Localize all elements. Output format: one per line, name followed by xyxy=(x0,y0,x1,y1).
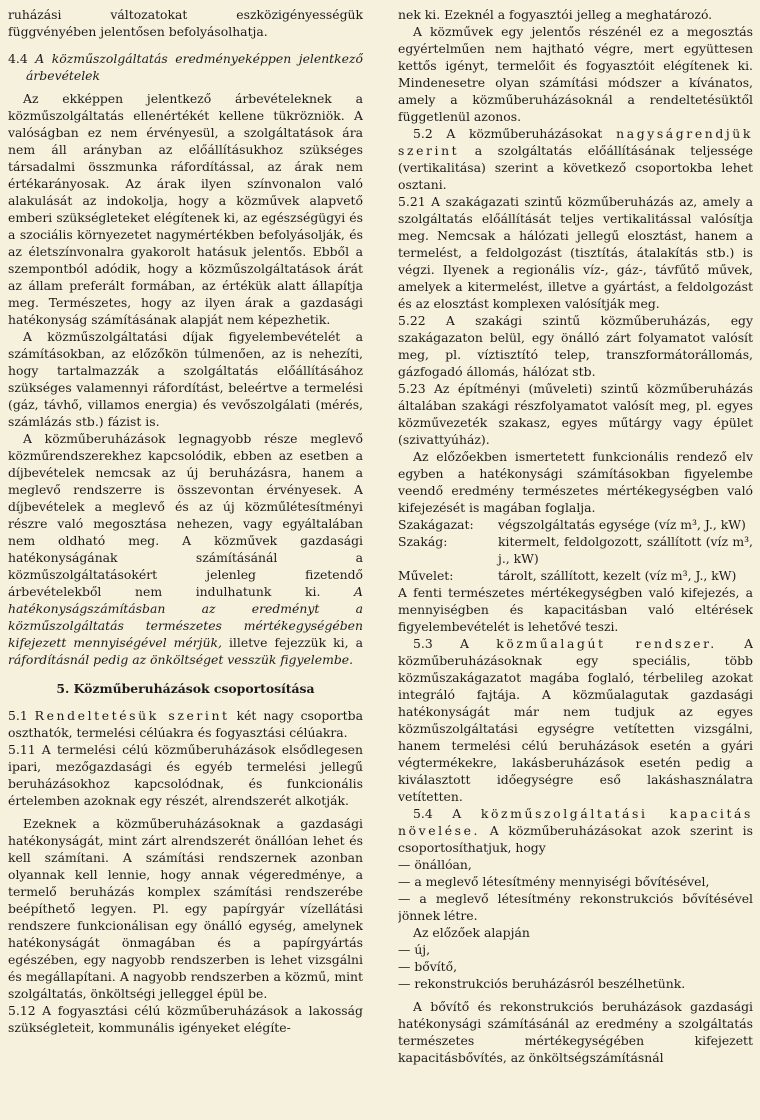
spaced-emphasis: közműszolgáltatási kapacitás növelése. xyxy=(398,806,753,838)
paragraph: nek ki. Ezeknél a fogyasztói jelleg a meghatározó. xyxy=(398,7,713,22)
list-item: — a meglevő létesítmény mennyiségi bővítésével, xyxy=(398,874,710,889)
paragraph-5-4: 5.4 A közműszolgáltatási kapacitás növelése. A közműberuházásokat azok szerint is csoportosíthatjuk, hogy xyxy=(398,806,753,855)
list-item: — bővítő, xyxy=(398,959,458,974)
paragraph-5-11: 5.11 A termelési célú közműberuházások elsődlegesen ipari, mezőgazdasági és egyéb termelési jellegű beruházásokhoz kapcsolódnak, és funkcionális értelemben azoknak egy részét, alrendszerét alkotják. xyxy=(8,742,363,808)
right-column xyxy=(398,6,753,1114)
section-5-heading: 5. Közműberuházások csoportosítása xyxy=(56,681,315,696)
list-item: — új, xyxy=(398,942,431,957)
paragraph: A fenti természetes mértékegységben való kifejezés, a mennyiségben és kapacitásban való eltérések figyelembevételét is lehetővé teszi. xyxy=(398,585,753,634)
paragraph: ruházási változatokat eszközigényességük függvényében jelentősen befolyásolhatja. xyxy=(8,7,363,39)
paragraph: Az előzőek alapján xyxy=(413,925,530,940)
table-row xyxy=(398,567,753,584)
unit-table xyxy=(398,516,753,584)
paragraph-5-21: 5.21 A szakágazati szintű közműberuházás az, amely a szolgáltatás előállítását teljes vertikalitással valósítja meg. Nemcsak a hálózati jellegű elosztást, hanem a termelést, a feldolgozást (tisztítás, átalakítás stb.) is végzi. Ilyenek a regionális víz-, gáz-, távfűtő művek, amelyek a kitermelést, illetve a gyártást, a feldolgozást és az elosztást komplexen valósítják meg. xyxy=(398,194,753,311)
emphasis-text: ráfordításnál pedig az önköltséget vesszük figyelembe. xyxy=(8,652,354,667)
paragraph-5-2: 5.2 A közműberuházásokat nagyságrendjük szerint a szolgáltatás előállításának teljessége (vertikalitása) szerint a következő csoportokba lehet osztani. xyxy=(398,126,753,192)
paragraph: Ezeknek a közműberuházásoknak a gazdasági hatékonyságát, mint zárt alrendszerét önállóan lehet és kell számítani. A számítási rendszernek azonban olyannak kell lennie, hogy annak végeredménye, a termelő beruházás komplex számítási rendszerébe beépíthető legyen. Pl. egy papírgyár vízellátási rendszere funkcionálisan egy önálló egység, amelynek hatékonyságát önmagában és a papírgyártás egészében, egy nagyobb rendszerben is lehet vizsgálni és megállapítani. A nagyobb rendszerben a közmű, mint szolgáltatás, önköltségi jelleggel épül be. xyxy=(8,816,363,1001)
paragraph-5-12: 5.12 A fogyasztási célú közműberuházások a lakosság szükségleteit, kommunális igényeket elégíte- xyxy=(8,1003,363,1035)
list-item: — önállóan, xyxy=(398,857,472,872)
paragraph: Az előzőekben ismertetett funkcionális rendező elv egyben a hatékonysági számításokban figyelembe veendő eredmény természetes mértékegységben való kifejezését is magában foglalja. xyxy=(398,449,753,515)
paragraph-5-22: 5.22 A szakági szintű közműberuházás, egy szakágazaton belül, egy önálló zárt folyamatot valósít meg, pl. víztisztító telep, transzformátorállomás, gázfogadó állomás, hálózat stb. xyxy=(398,313,753,379)
paragraph: A közműberuházások legnagyobb része meglevő közműrendszerekhez kapcsolódik, ebben az esetben a díjbevételek nemcsak az új beruházásra, hanem a meglevő rendszerre is összevontan érvényesek. A díjbevételek a meglevő és az új közműlétesítményi részre való megosztása nehezen, vagy egyáltalában nem oldható meg. A közművek gazdasági hatékonyságának számításánál a közműszolgáltatásokért jelenleg fizetendő árbevételekből nem indulhatunk ki. A hatékonyságszámításban az eredményt a közműszolgáltatás természetes mértékegységében kifejezett mennyiségével mérjük, illetve fejezzük ki, a ráfordításnál pedig az önköltséget vesszük figyelembe. xyxy=(8,431,363,667)
paragraph-5-1: 5.1 Rendeltetésük szerint két nagy csoportba oszthatók, termelési célúakra és fogyasztási célúakra. xyxy=(8,708,363,740)
paragraph: A bővítő és rekonstrukciós beruházások gazdasági hatékonysági számításánál az eredmény a szolgáltatás természetes mértékegységében kifejezett kapacitásbővítés, az önköltségszámításnál xyxy=(398,999,753,1065)
section-4-4-heading: 4.4 A közműszolgáltatás eredményeképpen jelentkező árbevételek xyxy=(8,51,363,83)
unit-value: végszolgáltatás egysége (víz m³, J., kW) xyxy=(498,517,746,532)
table-row xyxy=(398,533,753,567)
left-column xyxy=(8,6,363,1114)
unit-value: kitermelt, feldolgozott, szállított (víz m³, j., kW) xyxy=(498,534,753,566)
unit-label: Szakágazat: xyxy=(398,517,474,532)
table-row xyxy=(398,516,753,533)
spaced-emphasis: nagyságrendjük szerint xyxy=(398,126,753,158)
unit-label: Szakág: xyxy=(398,534,448,549)
paragraph: A közműszolgáltatási díjak figyelembevételét a számításokban, az előzőkön túlmenően, az is nehezíti, hogy tartalmazzák a szolgáltatás előállításához szükséges valamennyi ráfordítást, beleértve a termelési (gáz, távhő, villamos energia) és vevőszolgálati (mérés, számlázás stb.) fázist is. xyxy=(8,329,363,429)
unit-value: tárolt, szállított, kezelt (víz m³, J., kW) xyxy=(498,568,737,583)
spaced-emphasis: Rendeltetésük szerint xyxy=(34,708,230,723)
list-item: — rekonstrukciós beruházásról beszélhetünk. xyxy=(398,976,686,991)
spaced-emphasis: közműalagút rendszer. xyxy=(496,636,717,651)
paragraph: Az ekképpen jelentkező árbevételeknek a közműszolgáltatás ellenértékét kellene tükrözniök. A valóságban ez nem érvényesül, a szolgáltatások ára nem áll arányban az előállításukhoz szükséges társadalmi összmunka ráfordítással, az árak nem értékarányosak. Az árak ilyen színvonalon való alakulását az indokolja, hogy a közművek alapvető emberi szükségleteket elégítenek ki, az egészségügyi és a szociális környezetet nagymértékben befolyásolják, és az életszínvonalra gyakorolt hatásuk jelentős. Ebből a szempontból adódik, hogy a közműszolgáltatások árát az állam preferált formában, az értékük alatt állapítja meg. Természetes, hogy az ilyen árak a gazdasági hatékonyság számításának alapját nem képezhetik. xyxy=(8,91,363,327)
paragraph-5-23: 5.23 Az építményi (műveleti) szintű közműberuházás általában szakági részfolyamatot valósít meg, pl. egyes közművezeték szakasz, egyes műtárgy vagy épület (szivattyúház). xyxy=(398,381,753,447)
paragraph: A közművek egy jelentős részénél ez a megosztás egyértelműen nem hajtható végre, mert együttesen kettős igényt, termelőit és fogyasztóit elégítenek ki. Mindenesetre olyan számítási módszer a kívánatos, amely a közműberuházásoknál a rendeltetésüktől függetlenül azonos. xyxy=(398,24,753,124)
list-item: — a meglevő létesítmény rekonstrukciós bővítésével jönnek létre. xyxy=(398,891,753,923)
paragraph-5-3: 5.3 A közműalagút rendszer. A közműberuházásoknak egy speciális, több közműszakágazatot magába foglaló, térbelileg azokat integráló fajtája. A közműalagutak gazdasági hatékonyságát már nem tudjuk az egyes közműszolgáltatási egységre vetítetten vizsgálni, hanem termelési célú beruházások esetén a gyári végtermékekre, lakásberuházások esetén pedig a kiválasztott időegységre eső lakáshasználatra vetítetten. xyxy=(398,636,753,804)
emphasis-text: A hatékonyságszámításban az eredményt a közműszolgáltatás természetes mértékegységében kifejezett mennyiségével mérjük, xyxy=(8,584,363,650)
unit-label: Művelet: xyxy=(398,568,454,583)
